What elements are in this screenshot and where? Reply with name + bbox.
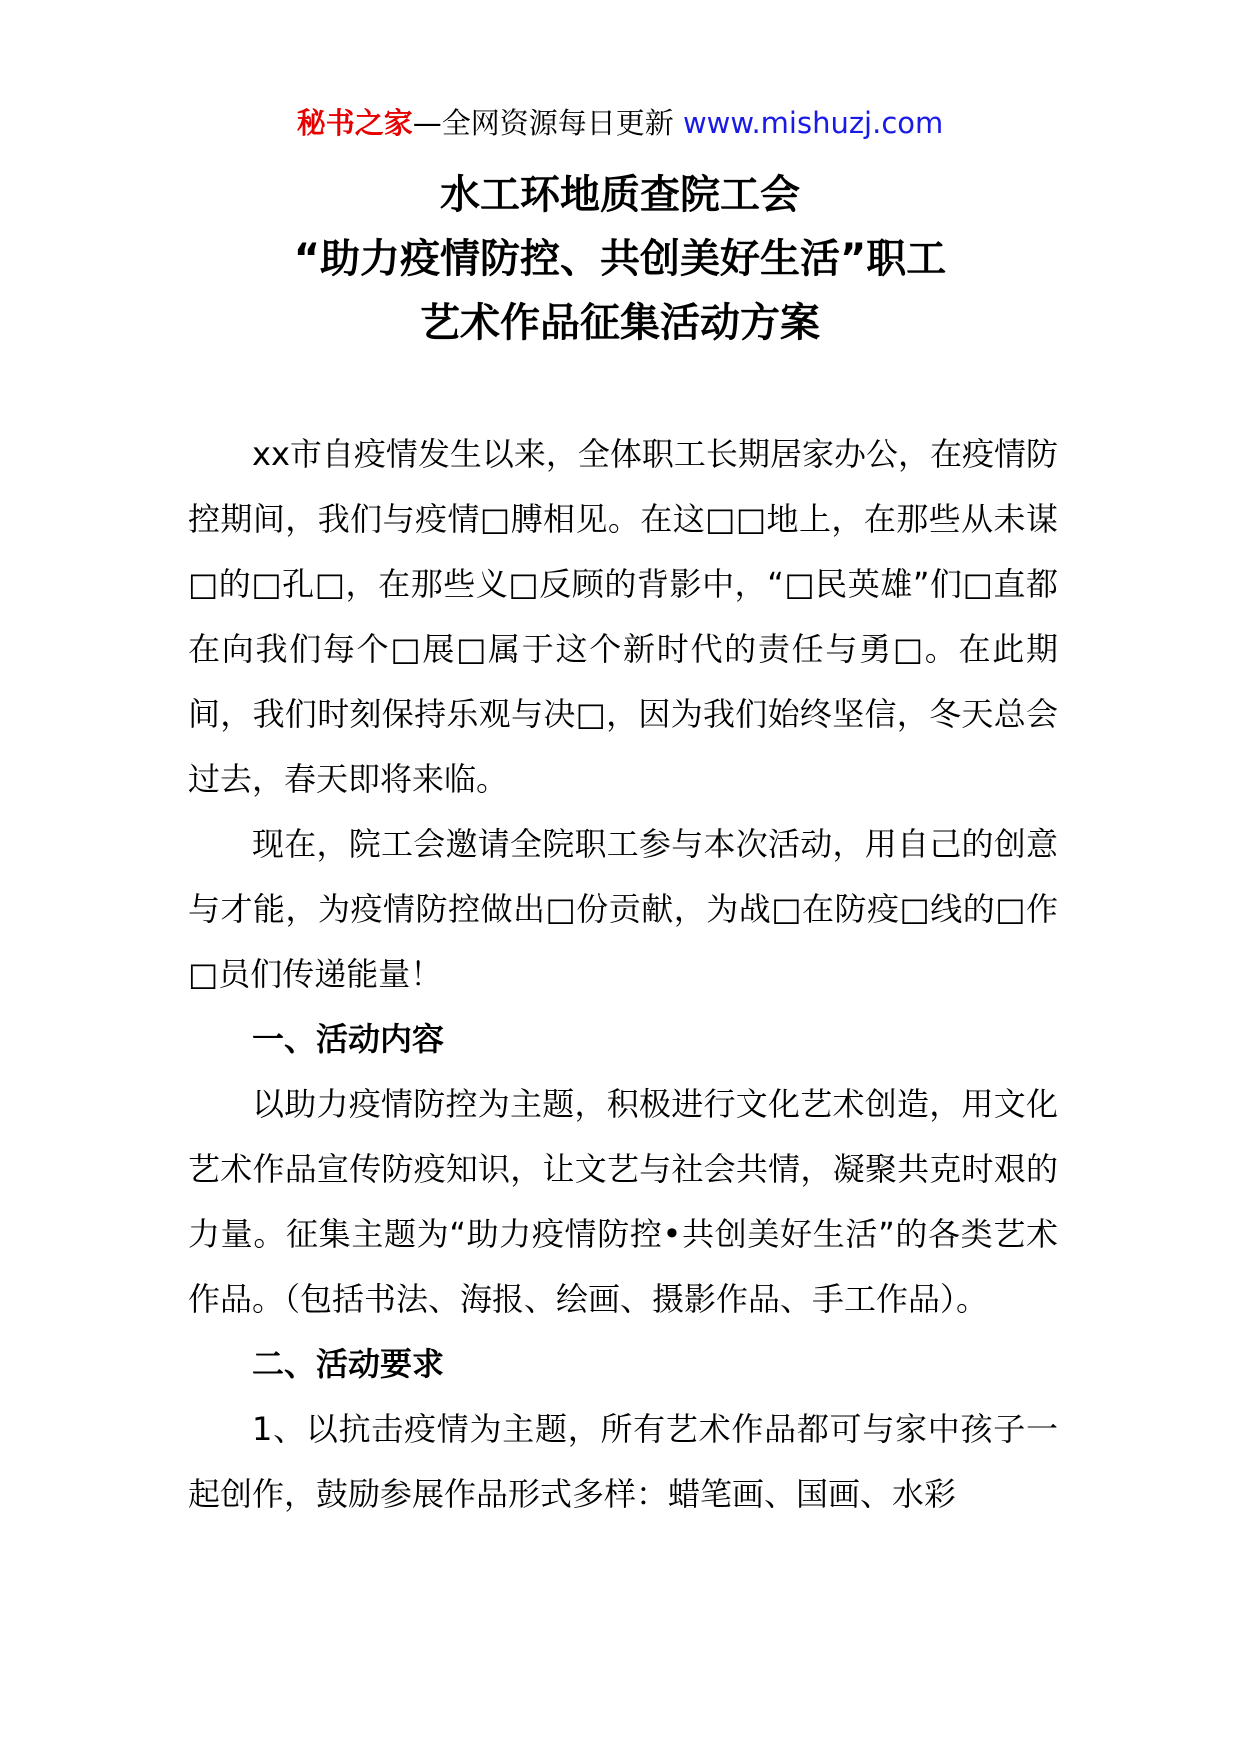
title-line-2: “助力疫情防控、共创美好生活”职工 bbox=[293, 236, 947, 282]
paragraph-intro: xx市自疫情发生以来，全体职工长期居家办公，在疫情防控期间，我们与疫情□膊相见。在这□□地上，在那些从未谋□的□孔□，在那些义□反顾的背影中，“□民英雄”们□直都在向我们每个□展□属于这个新时代的责任与勇□。在此期间，我们时刻保持乐观与决□，因为我们始终坚信，冬天总会过去，春天即将来临。 bbox=[188, 435, 1058, 798]
site-tagline: —全网资源每日更新 bbox=[412, 106, 683, 140]
section-heading-requirements: 二、活动要求 bbox=[252, 1345, 445, 1383]
paragraph-content: 以助力疫情防控为主题，积极进行文化艺术创造，用文化艺术作品宣传防疫知识，让文艺与社会共情，凝聚共克时艰的力量。征集主题为“助力疫情防控•共创美好生活”的各类艺术作品。（包括书法、海报、绘画、摄影作品、手工作品）。 bbox=[188, 1085, 1058, 1318]
section-heading-content: 一、活动内容 bbox=[252, 1020, 445, 1058]
document-body bbox=[188, 422, 1058, 1527]
paragraph-invitation: 现在，院工会邀请全院职工参与本次活动，用自己的创意与才能，为疫情防控做出□份贡献，为战□在防疫□线的□作□员们传递能量！ bbox=[188, 825, 1058, 993]
title-line-1: 水工环地质查院工会 bbox=[440, 172, 800, 218]
site-header bbox=[0, 103, 1240, 143]
site-brand: 秘书之家 bbox=[296, 106, 413, 140]
paragraph-requirement-1: 1、以抗击疫情为主题，所有艺术作品都可与家中孩子一起创作，鼓励参展作品形式多样：蜡笔画、国画、水彩 bbox=[188, 1410, 1058, 1513]
site-url[interactable]: www.mishuzj.com bbox=[682, 106, 944, 140]
title-line-3: 艺术作品征集活动方案 bbox=[420, 300, 820, 346]
document-title bbox=[160, 163, 1080, 355]
